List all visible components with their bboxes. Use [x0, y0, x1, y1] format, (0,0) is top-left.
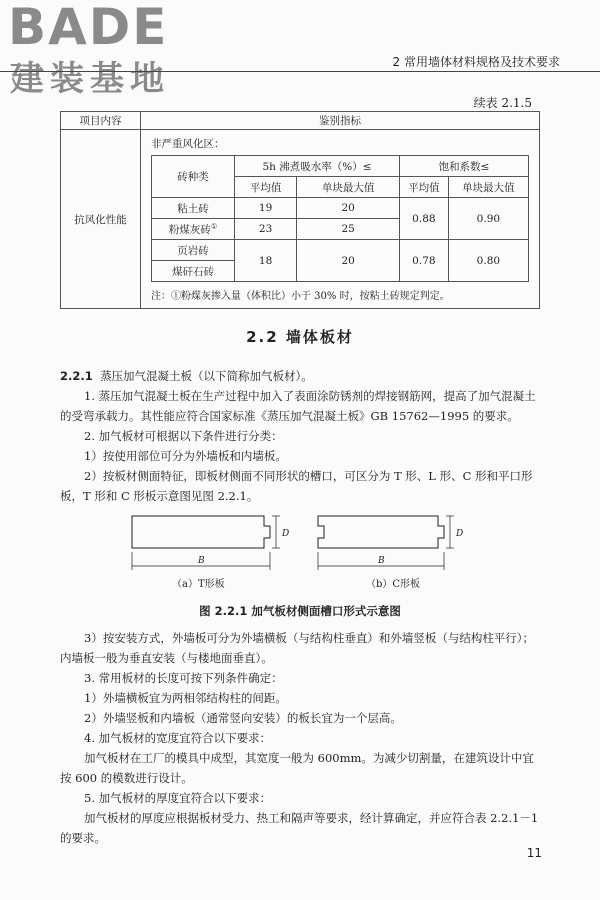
boil-max-value: 20	[297, 198, 400, 219]
boil-max-value: 20	[297, 240, 400, 282]
clause-number: 2.2.1	[60, 369, 93, 383]
boil-max-header: 单块最大值	[297, 177, 400, 198]
brick-name: 粘土砖	[152, 198, 235, 219]
paragraph: 加气板材的厚度应根据板材受力、热工和隔声等要求，经计算确定，并应符合表 2.2.1－1 的要求。	[60, 811, 539, 845]
paragraph: 5. 加气板材的厚度宜符合以下要求：	[84, 791, 272, 805]
header-rule	[0, 71, 600, 72]
paragraph: 加气板材在工厂的模具中成型，其宽度一般为 600mm。为减少切割量，在建筑设计中宜按 600 的模数进行设计。	[60, 751, 534, 785]
paragraph: 3. 常用板材的长度可按下列条件确定：	[84, 671, 283, 685]
sat-max-value: 0.80	[448, 240, 528, 282]
clause-title: 蒸压加气混凝土板（以下简称加气板材）。	[100, 369, 313, 383]
paragraph: 4. 加气板材的宽度宜符合以下要求：	[84, 731, 272, 745]
table-header-item: 项目内容	[61, 112, 141, 130]
c-panel-shape	[318, 516, 444, 548]
t-dim-d-label: D	[282, 529, 290, 539]
logo-latin-text: BADE	[8, 0, 169, 56]
sat-avg-header: 平均值	[400, 177, 449, 198]
sat-avg-value: 0.78	[400, 240, 449, 282]
paragraph: 1）按使用部位可分为外墙板和内墙板。	[84, 449, 287, 463]
paragraph: 2）按板材侧面特征，即板材侧面不同形状的槽口，可区分为 T 形、L 形、C 形和平口形板，T 形和 C 形板示意图见图 2.2.1。	[60, 469, 533, 503]
paragraph: 1. 蒸压加气混凝土板在生产过程中加入了表面涂防锈剂的焊接钢筋网，提高了加气混凝土的受弯承载力。其性能应符合国家标准《蒸压加气混凝土板》GB 15762—1995 的要求。	[60, 389, 536, 423]
c-dim-b-label: B	[378, 556, 385, 566]
paragraph: 3）按安装方式，外墙板可分为外墙横板（与结构柱垂直）和外墙竖板（与结构柱平行）；内墙板一般为垂直安装（与楼地面垂直）。	[60, 631, 535, 665]
brick-name: 页岩砖	[152, 240, 235, 261]
brick-name	[152, 219, 235, 240]
clause-heading	[60, 366, 540, 386]
brick-name: 煤矸石砖	[152, 261, 235, 282]
region-label: 非严重风化区：	[151, 138, 225, 150]
boil-max-value: 25	[297, 219, 400, 240]
table-header-criteria: 鉴别指标	[141, 112, 540, 130]
sat-avg-value: 0.88	[400, 198, 449, 240]
panel-figure	[120, 508, 480, 596]
paragraph: 2. 加气板材可根据以下条件进行分类：	[84, 429, 283, 443]
boil-avg-header: 平均值	[234, 177, 296, 198]
section-title: 2.2 墙体板材	[246, 328, 354, 346]
paragraph: 1）外墙横板宜为两相邻结构柱的间距。	[84, 691, 287, 705]
sat-max-header: 单块最大值	[448, 177, 528, 198]
inner-table	[151, 155, 529, 282]
brick-type-header: 砖种类	[152, 156, 235, 198]
saturation-header: 饱和系数≤	[400, 156, 529, 177]
figure-label-b: （b）C形板	[366, 579, 421, 590]
logo-chinese-text: 建装基地	[10, 59, 170, 99]
brick-name-text: 粉煤灰砖	[168, 223, 211, 236]
row-label-weathering: 抗风化性能	[61, 130, 141, 309]
c-dim-d-label: D	[456, 529, 464, 539]
page-number: 11	[526, 846, 542, 860]
boil-header: 5h 沸煮吸水率（%）≤	[234, 156, 399, 177]
running-header: 2 常用墙体材料规格及技术要求	[392, 55, 560, 69]
boil-avg-value: 19	[234, 198, 296, 219]
footnote-marker: ①	[210, 222, 218, 230]
paragraph: 2）外墙竖板和内墙板（通常竖向安装）的板长宜为一个层高。	[84, 711, 402, 725]
weathering-table	[60, 111, 540, 309]
table-note: 注：①粉煤灰掺入量（体积比）小于 30% 时，按粘土砖规定判定。	[151, 291, 450, 302]
table-title: 续表 2.1.5	[473, 96, 532, 110]
sat-max-value: 0.90	[448, 198, 528, 240]
t-panel-shape	[132, 516, 270, 548]
t-dim-b-label: B	[198, 556, 205, 566]
boil-avg-value: 18	[234, 240, 296, 282]
figure-label-a: （a）T形板	[172, 579, 225, 590]
figure-caption: 图 2.2.1 加气板材侧面槽口形式示意图	[199, 604, 401, 618]
boil-avg-value: 23	[234, 219, 296, 240]
